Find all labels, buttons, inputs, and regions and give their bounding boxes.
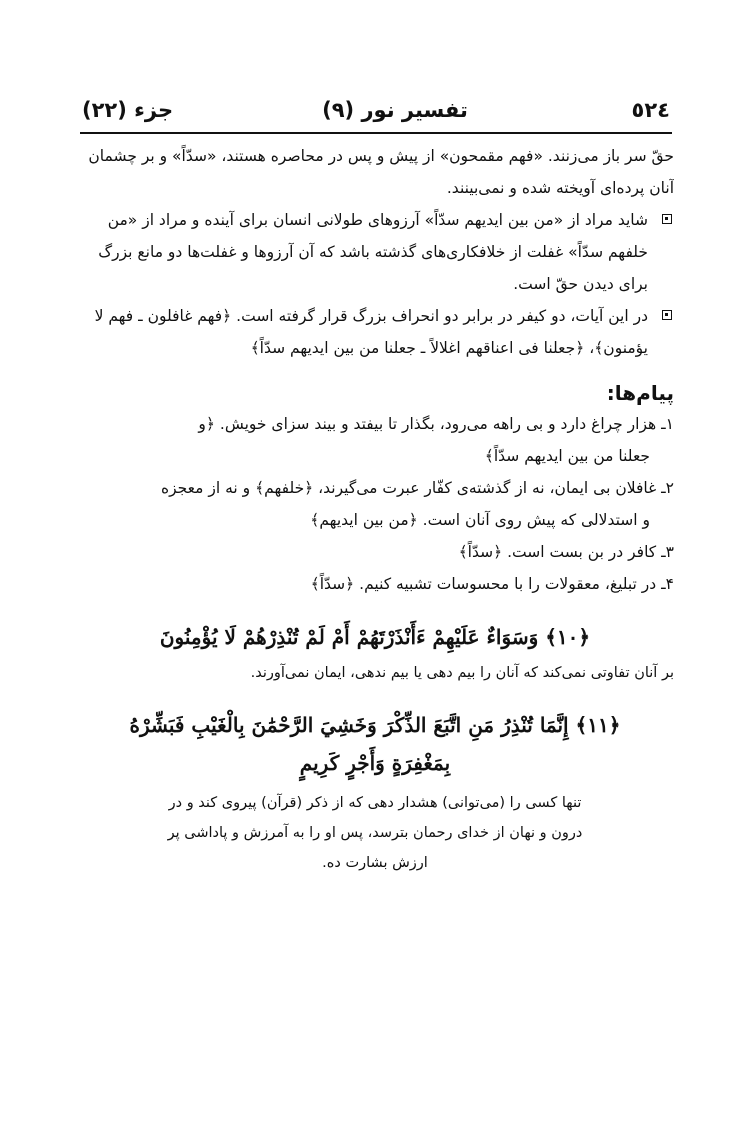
- page-number: ٥٢٤: [631, 98, 670, 122]
- verse-10-translation: [76, 658, 674, 688]
- verse-11-translation: [76, 788, 674, 878]
- lesson-item: [76, 536, 674, 568]
- note-paragraph: [76, 204, 674, 300]
- verse-text: ﴿١٠﴾ وَسَوَاءٌ عَلَيْهِمْ ءَأَنْذَرْتَهُمْ أَمْ لَمْ تُنْذِرْهُمْ لَا يُؤْمِنُونَ: [159, 625, 591, 649]
- text-line: آنان پرده‌ای آویخته شده و نمی‌بینند.: [446, 179, 674, 197]
- running-header: [80, 96, 672, 130]
- page-body: [76, 140, 674, 878]
- quran-verse-11: [76, 706, 674, 782]
- square-bullet-icon: [662, 214, 672, 224]
- text-line: در این آیات، دو کیفر در برابر دو انحراف بزرگ قرار گرفته است. ﴿فهم غافلون ـ فهم لا: [94, 307, 648, 325]
- text-line: حقّ سر باز می‌زنند. «فهم مقمحون» از پیش و پس در محاصره هستند، «سدّاً» و بر چشمان: [88, 147, 674, 165]
- text-line: برای دیدن حقّ است.: [513, 275, 648, 293]
- text-line: جعلنا من بین ایدیهم سدّاً﴾: [484, 447, 650, 465]
- text-line: ۴ـ در تبلیغ، معقولات را با محسوسات تشبیه کنیم. ﴿سدّاً﴾: [310, 575, 674, 593]
- intro-paragraph: [76, 140, 674, 204]
- translation-text: ارزش بشارت ده.: [322, 855, 428, 871]
- translation-text: درون و نهان از خدای رحمان بترسد، پس او را به آمرزش و پاداشی پر: [167, 825, 583, 841]
- text-line: و استدلالی که پیش روی آنان است. ﴿من بین ایدیهم﴾: [310, 511, 650, 529]
- verse-text: ﴿١١﴾ إِنَّمَا تُنْذِرُ مَنِ اتَّبَعَ الذِّكْرَ وَخَشِيَ الرَّحْمَٰنَ بِالْغَيْبِ فَبَشِّرْهُ: [129, 713, 621, 737]
- text-line: ۲ـ غافلان بی ایمان، نه از گذشته‌ی کفّار عبرت می‌گیرند، ﴿خلفهم﴾ و نه از معجزه: [161, 479, 674, 497]
- lesson-item: [76, 408, 674, 472]
- translation-text: تنها کسی را (می‌توانی) هشدار دهی که از ذکر (قرآن) پیروی کند و در: [168, 795, 582, 811]
- text-line: شاید مراد از «من بین ایدیهم سدّاً» آرزوهای طولانی انسان برای آینده و مراد از «من: [107, 211, 648, 229]
- text-line: خلفهم سدّاً» غفلت از خلافکاری‌های گذشته باشد که آن آرزوها و غفلت‌ها دو مانع بزرگ: [98, 243, 648, 261]
- lessons-heading: پیام‌ها:: [606, 381, 674, 405]
- book-title: تفسیر نور (٩): [322, 98, 468, 122]
- text-line: یؤمنون﴾، ﴿جعلنا فی اعناقهم اغلالاً ـ جعلنا من بین ایدیهم سدّاً﴾: [250, 339, 648, 357]
- header-divider: [80, 132, 672, 134]
- translation-text: بر آنان تفاوتی نمی‌کند که آنان را بیم دهی یا بیم ندهی، ایمان نمی‌آورند.: [250, 665, 674, 681]
- lesson-item: [76, 568, 674, 600]
- quran-verse-10: [76, 618, 674, 656]
- lesson-item: [76, 472, 674, 536]
- note-paragraph: [76, 300, 674, 364]
- text-line: ۱ـ هزار چراغ دارد و بی راهه می‌رود، بگذار تا بیفتد و بیند سزای خویش. ﴿و: [198, 415, 674, 433]
- juz-label: جزء (٢٢): [82, 98, 174, 122]
- square-bullet-icon: [662, 310, 672, 320]
- verse-text: بِمَغْفِرَةٍ وَأَجْرٍ كَرِيمٍ: [299, 751, 451, 775]
- text-line: ۳ـ کافر در بن بست است. ﴿سدّاً﴾: [458, 543, 674, 561]
